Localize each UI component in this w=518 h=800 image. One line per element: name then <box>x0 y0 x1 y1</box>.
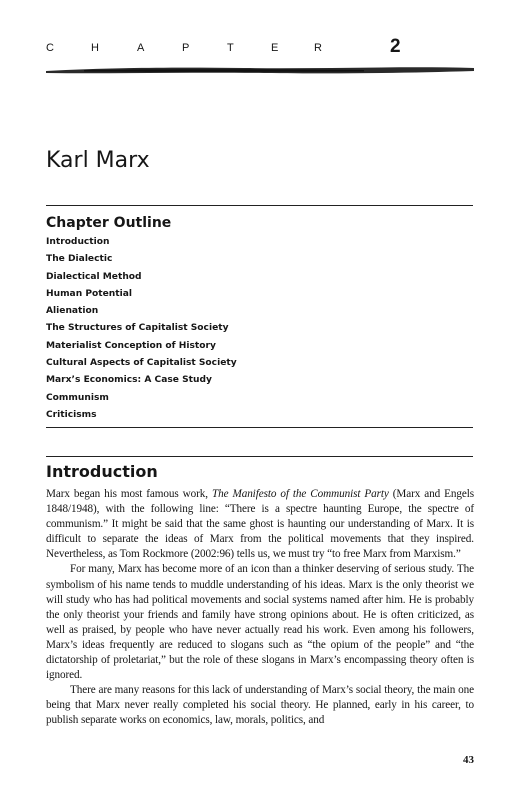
book-title: The Manifesto of the Communist Party <box>211 488 389 500</box>
paragraph-text: Marx began his most famous work, <box>46 488 212 500</box>
outline-item: Human Potential <box>46 288 132 299</box>
chapter-title: Karl Marx <box>46 148 150 173</box>
outline-top-rule <box>46 205 473 206</box>
outline-item: Criticisms <box>46 409 97 420</box>
paragraph: There are many reasons for this lack of understanding of Marx’s social theory, the main one being that Marx never really completed his social theory. He planned, early in his career, to publish separate works on economics, law, morals, politics, and <box>46 684 474 727</box>
outline-item: Alienation <box>46 306 99 317</box>
chapter-letter: P <box>182 42 190 54</box>
outline-heading: Chapter Outline <box>46 215 172 231</box>
chapter-letter: H <box>91 42 99 54</box>
paragraph <box>46 487 474 562</box>
outline-item: Materialist Conception of History <box>46 340 216 351</box>
brush-stroke-divider <box>44 62 476 76</box>
chapter-number: 2 <box>390 36 401 57</box>
outline-item: The Dialectic <box>46 254 113 265</box>
paragraph: For many, Marx has become more of an icon than a thinker deserving of serious study. The symbolism of his name tends to muddle understanding of his ideas. Marx is the only theorist we will study who has had political movements and social systems named after him. He is probably the only theorist your friends and family have strong opinions about. He is often criticized, as well as praised, by people who have never actually read his work. Even among his followers, Marx’s ideas frequently are reduced to slogans such as “the opium of the people” and “the dictatorship of proletariat,” but the role of these slogans in Marx’s encompassing theory often is ignored. <box>46 563 474 682</box>
section-heading: Introduction <box>46 462 158 481</box>
chapter-letter: T <box>227 42 234 54</box>
chapter-letter: C <box>46 42 54 54</box>
chapter-outline-list <box>46 234 237 424</box>
chapter-letter: E <box>271 42 279 54</box>
outline-item: Cultural Aspects of Capitalist Society <box>46 358 237 369</box>
outline-item: Marx’s Economics: A Case Study <box>46 375 212 386</box>
outline-item: The Structures of Capitalist Society <box>46 323 229 334</box>
chapter-letter: A <box>137 42 145 54</box>
outline-item: Communism <box>46 392 109 403</box>
outline-item: Introduction <box>46 237 110 247</box>
paragraph-text: (Marx and Engels 1848/1948), with the following line: “There is a spectre haunting Europe, the spectre of communism.” It might be said that the same ghost is haunting our understanding of Marx. It is difficult to separate the ideas of Marx from the political movements that they inspired. Nevertheless, as Tom Rockmore (2002:96) tells us, we must try “to free Marx from Marxism.” <box>46 488 474 561</box>
page-number: 43 <box>463 754 474 766</box>
body-text <box>46 487 474 729</box>
chapter-letter: R <box>314 42 322 54</box>
outline-bottom-rule <box>46 427 473 428</box>
section-rule <box>46 456 473 457</box>
outline-item: Dialectical Method <box>46 271 142 282</box>
